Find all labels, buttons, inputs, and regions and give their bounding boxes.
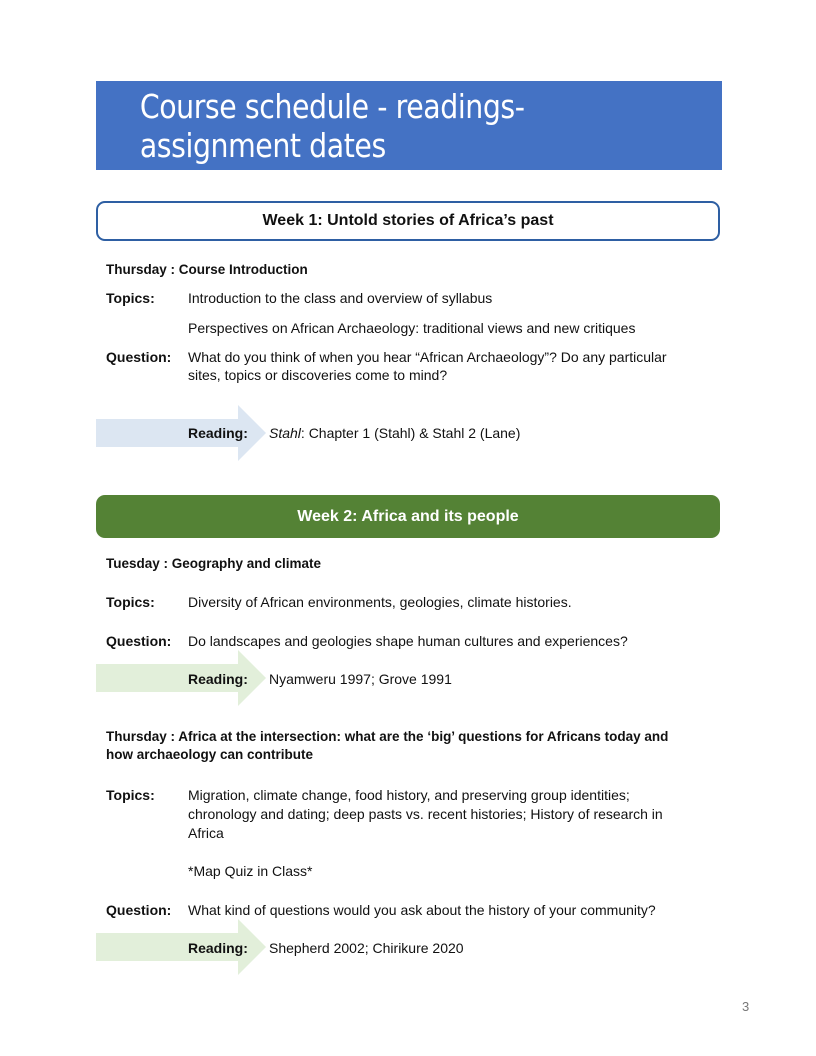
week1-reading-rest: : Chapter 1 (Stahl) & Stahl 2 (Lane)	[300, 425, 521, 441]
week2-thursday-reading: Shepherd 2002; Chirikure 2020	[269, 940, 464, 956]
page-title: Course schedule - readings- assignment dates	[139, 86, 525, 165]
week1-session-title: Thursday : Course Introduction	[106, 262, 308, 277]
page-number: 3	[742, 999, 750, 1014]
week2-tuesday-topics: Diversity of African environments, geologies, climate histories.	[188, 594, 572, 610]
week1-topic-1: Introduction to the class and overview of syllabus	[188, 290, 493, 306]
week2-tuesday-question: Do landscapes and geologies shape human cultures and experiences?	[188, 633, 628, 649]
week2-thursday-reading-label: Reading:	[188, 940, 248, 956]
week2-thursday-topics-label: Topics:	[106, 787, 155, 803]
week2-header-text: Week 2: Africa and its people	[297, 507, 519, 525]
week2-thursday-question: What kind of questions would you ask about the history of your community?	[188, 902, 656, 918]
week2-tuesday-question-label: Question:	[106, 633, 172, 649]
week1-header-text: Week 1: Untold stories of Africa’s past	[262, 212, 554, 229]
week1-question-line1: What do you think of when you hear “African Archaeology”? Do any particular	[188, 349, 667, 365]
week2-tuesday-topics-label: Topics:	[106, 594, 155, 610]
week2-tuesday-session-title: Tuesday : Geography and climate	[106, 556, 322, 571]
week1-question-label: Question:	[106, 349, 172, 365]
week1-reading-author: Stahl	[269, 425, 301, 441]
week2-header	[96, 495, 720, 538]
week1-topics-label: Topics:	[106, 290, 155, 306]
week2-thursday-topics-line2: chronology and dating; deep pasts vs. recent histories; History of research in	[188, 806, 663, 822]
week1-header	[96, 201, 720, 241]
week2-thursday-note: *Map Quiz in Class*	[188, 863, 313, 879]
week1-topic-2: Perspectives on African Archaeology: traditional views and new critiques	[188, 320, 636, 336]
week1-reading	[269, 424, 520, 442]
week2-thursday-topics-line3: Africa	[188, 825, 224, 841]
week2-thursday-session-title-line2: how archaeology can contribute	[106, 747, 314, 762]
week1-question-line2: sites, topics or discoveries come to mind?	[188, 367, 448, 383]
title-banner	[96, 81, 722, 170]
week2-thursday-question-label: Question:	[106, 902, 172, 918]
week2-tuesday-reading-label: Reading:	[188, 671, 248, 687]
week2-thursday-session-title-line1: Thursday : Africa at the intersection: what are the ‘big’ questions for Africans today and	[106, 729, 669, 744]
week1-reading-label: Reading:	[188, 425, 248, 441]
week2-tuesday-reading: Nyamweru 1997; Grove 1991	[269, 671, 452, 687]
week2-thursday-topics-line1: Migration, climate change, food history, and preserving group identities;	[188, 787, 630, 803]
